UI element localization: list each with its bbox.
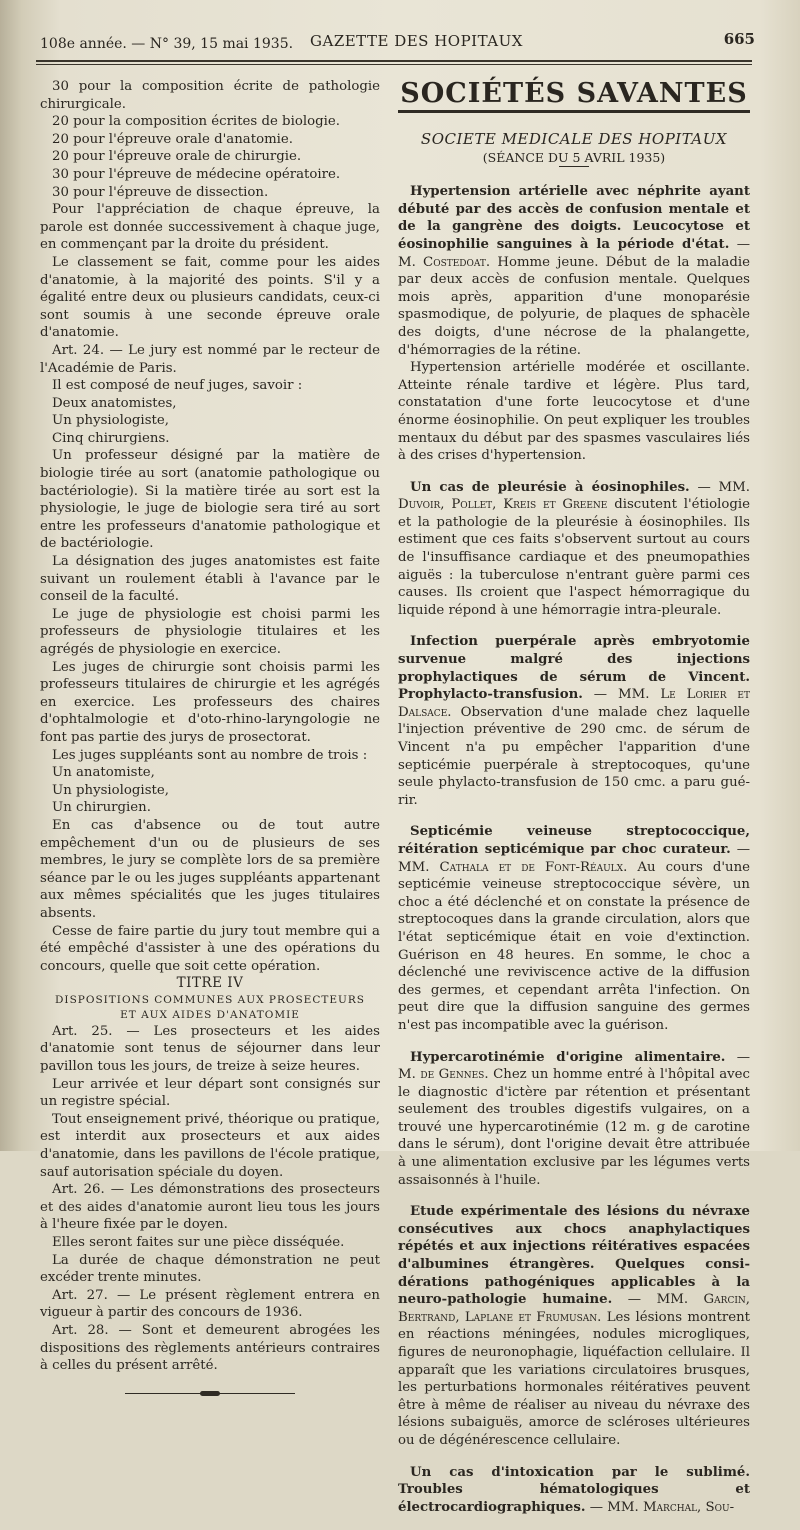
article-authors: — M. Costedoat. xyxy=(398,236,750,270)
society-name: SOCIETE MEDICALE DES HOPITAUX xyxy=(420,130,728,148)
journal-title: GAZETTE DES HOPITAUX xyxy=(310,32,523,50)
article-authors: — MM. Duvoir, Pollet, Kreis et Greene xyxy=(398,479,750,513)
paragraph: Cesse de faire partie du jury tout membre qui a été empêché d'assister à une des opérations du concours, quelle que soit cette opération. xyxy=(40,923,380,974)
paragraph: 30 pour l'épreuve de médecine opératoire. xyxy=(52,166,341,182)
article-title: Hypertension artérielle avec néphrite ayant débuté par des accès de confusion mentale et de la gangrène des doigts. Leucocytose et éosinophilie sanguines à la période d'état. xyxy=(398,184,750,252)
page-number: 665 xyxy=(723,30,755,48)
article-text: Les lésions montrent en réactions méningées, nodules microgliques, figures de neuronophagie, liquéfaction cellulaire. Il apparaît que les variations circulatoires brusques, les perturbations hormonales réitératives peuvent être à même de réaliser au niveau du névraxe des lésions subaiguës, amorce de scléroses ultérieures ou de dégénérescence cellulaire. xyxy=(398,1309,750,1448)
issue-info: 108e année. — N° 39, 15 mai 1935. xyxy=(40,36,294,52)
article-authors: — MM. Marchal, Sou- xyxy=(589,1499,735,1515)
article-title: Septicémie veineuse streptococcique, réitération septicémique par choc curateur. xyxy=(398,824,750,857)
paragraph: Art. 25. — Les prosecteurs et les aides d'anatomie sont tenus de séjourner dans leur pavillon tous les jours, de treize à seize heures. xyxy=(40,1023,380,1075)
paragraph: La durée de chaque démonstration ne peut excéder trente minutes. xyxy=(40,1252,380,1286)
paragraph: Le classement se fait, comme pour les aides d'anatomie, à la majorité des points. S'il y a égalité entre deux ou plusieurs candidats, ceux-ci sont soumis à une seconde épreuve orale d'anatomie. xyxy=(40,254,380,341)
paragraph: Pour l'appréciation de chaque épreuve, la parole est donnée successivement à chaque juge, en commençant par la droite du président. xyxy=(40,202,380,253)
short-rule xyxy=(559,166,589,167)
article-text: Homme jeune. Début de la maladie par deux accès de confusion mentale. Quelques mois après, apparition d'une monoparésie spasmodique, de polyurie, de plaques de sphacèle des doigts, d'une nécrose de la phalangette, d'hémorragies de la rétine. xyxy=(398,254,750,358)
paragraph: Art. 27. — Le présent règlement entrera en vigueur à partir des concours de 1936. xyxy=(40,1287,380,1321)
paragraph: Le juge de physiologie est choisi parmi les professeurs de physiologie titulaires et les agrégés de physiologie en exercice. xyxy=(40,606,380,657)
article-text: Observation d'une malade chez laquelle l'injection préventive de 290 cmc. de sérum de Vincent n'a pu empêcher l'apparition d'une septicémie puerpérale à streptocoques, qu'une seule phylacto-transfusion de 150 cmc. a paru guérir. xyxy=(398,704,750,808)
paragraph: Les juges de chirurgie sont choisis parmi les professeurs titulaires de chirurgie et les agrégés en exercice. Les professeurs des chaires d'ophtalmologie et d'oto-rhino-laryngologie ne font pas partie des jurys de prosectorat. xyxy=(40,659,380,745)
paragraph: Les juges suppléants sont au nombre de trois : xyxy=(52,747,368,763)
subheading-line-1: DISPOSITIONS COMMUNES AUX PROSECTEURS xyxy=(55,993,365,1006)
paragraph: 20 pour l'épreuve orale de chirurgie. xyxy=(52,149,302,165)
page-header xyxy=(40,30,755,56)
paragraph: 30 pour la composition écrite de pathologie chirurgicale. xyxy=(40,79,380,112)
paragraph: 30 pour l'épreuve de dissection. xyxy=(52,184,269,200)
paragraph: Deux anatomistes, xyxy=(52,395,177,411)
article-6 xyxy=(398,1203,750,1449)
paragraph: Un anatomiste, xyxy=(52,765,155,781)
article-authors: — M. de Gennes. xyxy=(398,1049,751,1083)
paragraph: 20 pour la composition écrites de biologie. xyxy=(52,114,340,130)
paragraph: Un chirurgien. xyxy=(52,800,151,816)
left-column xyxy=(40,78,380,1394)
article-2 xyxy=(398,479,750,620)
article-title: Infection puerpérale après embryotomie survenue malgré des injections prophylactiques de sérum de Vincent. Prophylacto-transfusion. xyxy=(398,634,750,703)
session-date: (SÉANCE DU 5 AVRIL 1935) xyxy=(482,149,666,165)
article-title: Un cas d'intoxication par le sublimé. Troubles hématologiques et électrocardiographiques. xyxy=(398,1464,750,1515)
section-rule xyxy=(398,110,750,113)
article-title: Hypercarotinémie d'origine alimentaire. xyxy=(410,1049,726,1065)
header-rule xyxy=(36,60,752,62)
article-authors: — MM. Le Lorier et Dalsace. xyxy=(398,687,750,720)
article-1 xyxy=(398,183,750,465)
subheading-line-2: ET AUX AIDES D'ANATOMIE xyxy=(120,1008,300,1021)
paragraph: La désignation des juges anatomistes est faite suivant un roulement établi à l'avance par le conseil de la faculté. xyxy=(40,554,380,605)
paragraph: Un physiologiste, xyxy=(52,782,169,798)
title-heading: TITRE IV xyxy=(176,975,244,992)
paragraph: Elles seront faites sur une pièce disséquée. xyxy=(52,1235,345,1250)
paragraph: Un physiologiste, xyxy=(52,413,169,429)
paragraph: Art. 28. — Sont et demeurent abrogées les dispositions des règlements antérieurs contraires à celles du présent arrêté. xyxy=(40,1322,380,1374)
article-text: discutent l'étiologie et la pathologie de la pleurésie à éosinophiles. Ils estiment que ces faits s'observent surtout au cours de l'insuffisance cardiaque et des pneumopathies aiguës : la tuberculose n'entrant guère parmi ces causes. Ils croient que l'aspect hémorragique du liquide répond à une hémorragie intra-pleurale. xyxy=(398,497,750,618)
article-3 xyxy=(398,633,750,809)
section-title: SOCIÉTÉS SAVANTES xyxy=(400,78,748,109)
article-text: Hypertension artérielle modérée et oscillante. Atteinte rénale tardive et légère. Plus tard, constatation d'une forte leucocytose et d'une énorme éosinophilie. On peut expliquer les troubles mentaux du début par des spasmes vasculaires liés à des crises d'hypertension. xyxy=(398,360,750,464)
end-ornament-rule xyxy=(125,1393,295,1394)
paragraph: Art. 26. — Les démonstrations des prosecteurs et des aides d'anatomie auront lieu tous les jours à l'heure fixée par le doyen. xyxy=(40,1182,380,1233)
article-title: Un cas de pleurésie à éosinophiles. xyxy=(410,479,690,495)
article-authors: — MM. Garcin, Bertrand, Laplane et Frumusan. xyxy=(398,1292,750,1325)
header-rule-thin xyxy=(36,64,752,65)
paragraph: Cinq chirurgiens. xyxy=(52,430,170,446)
article-title: Etude expérimentale des lésions du névraxe consécutives aux chocs anaphylactiques répétés et aux injections réitératives espacées d'albumines étrangères. Quelques considérations pathogéniques applicables à la neuro-pathologie humaine. xyxy=(398,1204,750,1308)
paragraph: Leur arrivée et leur départ sont consignés sur un registre spécial. xyxy=(40,1076,380,1110)
article-4 xyxy=(398,823,750,1034)
subheading xyxy=(40,993,380,1023)
article-text: Au cours d'une septicémie veineuse streptococcique sévère, un choc a été déclenché et on constate la présence de streptocoques dans la grande circulation, alors que l'état septicémique était en voie d'extinction. Guérison en 48 heures. En somme, le choc a déclenché une reviviscence active de la diffusion des germes, et cependant arrêta l'infection. On peut dire que la diffusion sanguine des germes n'est pas incompatible avec la guérison. xyxy=(398,859,750,1033)
article-7 xyxy=(398,1464,750,1517)
paragraph: Il est composé de neuf juges, savoir : xyxy=(52,378,303,394)
article-text: Chez un homme entré à l'hôpital avec le diagnostic d'ictère par rétention et présentant seulement des troubles digestifs vulgaires, on a trouvé une hypercarotinémie (12 m. g de carotine dans le sérum), dont l'origine devait être attribuée à une alimentation exclusive par les légumes verts assaisonnés à l'huile. xyxy=(398,1067,750,1188)
paragraph: En cas d'absence ou de tout autre empêchement d'un ou de plusieurs de ses membres, le jury se complète lors de sa première séance par le ou les juges suppléants appartenant aux mêmes spécialités que les juges titulaires absents. xyxy=(40,817,380,921)
paragraph: Un professeur désigné par la matière de biologie tirée au sort (anatomie pathologique ou bactériologie). Si la matière tirée au sort est la physiologie, le juge de biologie sera tiré au sort entre les professeurs d'anatomie pathologique et de bactériologie. xyxy=(40,448,380,552)
paragraph: Art. 24. — Le jury est nommé par le recteur de l'Académie de Paris. xyxy=(40,342,380,376)
paragraph: 20 pour l'épreuve orale d'anatomie. xyxy=(52,131,294,147)
paragraph: Tout enseignement privé, théorique ou pratique, est interdit aux prosecteurs et aux aides d'anatomie, dans les pavillons de l'école pratique, sauf autorisation spéciale du doyen. xyxy=(40,1111,380,1180)
article-5 xyxy=(398,1049,750,1190)
article-authors: — MM. Cathala et de Font-Réaulx. xyxy=(398,841,750,875)
right-column xyxy=(398,78,750,1530)
